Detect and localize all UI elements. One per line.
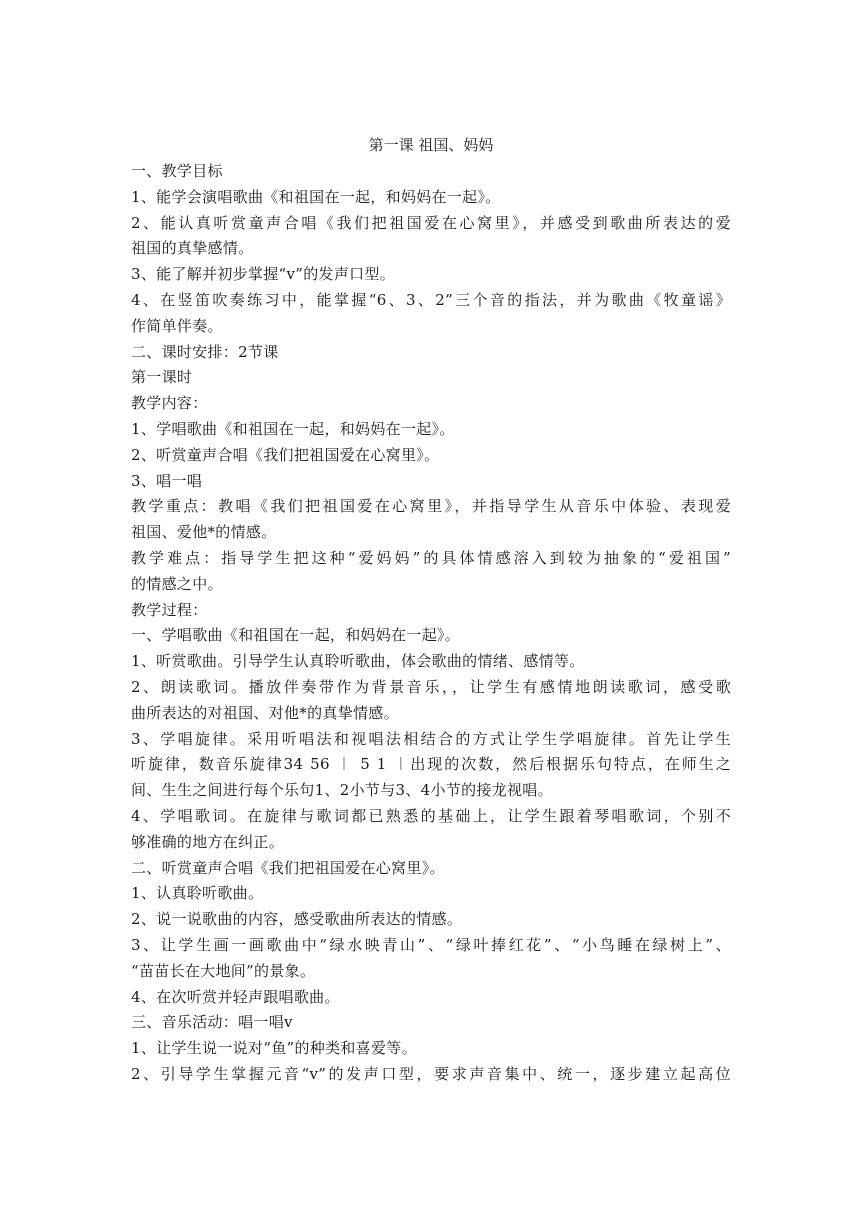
text-line: 2、听赏童声合唱《我们把祖国爱在心窝里》。 xyxy=(131,445,440,464)
text-line: 2、朗读歌词。播放伴奏带作为背景音乐，，让学生有感情地朗读歌词，感受歌 xyxy=(131,677,731,696)
text-line: 3、学唱旋律。采用听唱法和视唱法相结合的方式让学生学唱旋律。首先让学生 xyxy=(131,729,731,748)
text-line: 3、能了解并初步掌握“v”的发声口型。 xyxy=(131,265,396,284)
text-line: 二、课时安排：2节课 xyxy=(131,342,279,361)
text-line: 祖国的真挚感情。 xyxy=(131,239,254,258)
text-line: 教学过程： xyxy=(131,600,208,619)
text-line: 曲所表达的对祖国、对他*的真挚情感。 xyxy=(131,703,399,722)
text-line: 1、能学会演唱歌曲《和祖国在一起，和妈妈在一起》。 xyxy=(131,187,501,206)
text-line: 2、引导学生掌握元音“v”的发声口型，要求声音集中、统一，逐步建立起高位 xyxy=(131,1064,731,1083)
text-line: 教学难点：指导学生把这种“爱妈妈”的具体情感溶入到较为抽象的“爱祖国” xyxy=(131,548,731,567)
text-line: 2、能认真听赏童声合唱《我们把祖国爱在心窝里》，并感受到歌曲所表达的爱 xyxy=(131,213,731,232)
text-line: 4、在竖笛吹奏练习中，能掌握“6、3、2”三个音的指法，并为歌曲《牧童谣》 xyxy=(131,290,731,309)
text-line: 1、认真聆听歌曲。 xyxy=(131,884,264,903)
text-line: 够准确的地方在纠正。 xyxy=(131,832,285,851)
text-line: 祖国、爱他*的情感。 xyxy=(131,523,277,542)
document-body xyxy=(131,134,731,1088)
text-line: 作简单伴奏。 xyxy=(131,316,223,335)
text-line: 间、生生之间进行每个乐句1、2小节与3、4小节的接龙视唱。 xyxy=(131,781,553,800)
text-line: 1、学唱歌曲《和祖国在一起，和妈妈在一起》。 xyxy=(131,419,455,438)
paragraph-lines xyxy=(131,159,731,1088)
text-line: “苗苗长在大地间”的景象。 xyxy=(131,961,316,980)
text-line: 1、让学生说一说对“鱼”的种类和喜爱等。 xyxy=(131,1039,417,1058)
text-line: 第一课时 xyxy=(131,368,193,387)
text-line: 3、唱一唱 xyxy=(131,471,203,490)
text-line: 教学内容： xyxy=(131,394,208,413)
text-line: 3、让学生画一画歌曲中“绿水映青山”、“绿叶捧红花”、“小鸟睡在绿树上”、 xyxy=(131,935,731,954)
text-line: 三、音乐活动：唱一唱v xyxy=(131,1013,293,1032)
text-line: 一、教学目标 xyxy=(131,162,223,180)
text-line: 的情感之中。 xyxy=(131,574,223,593)
text-line: 一、学唱歌曲《和祖国在一起，和妈妈在一起》。 xyxy=(131,626,461,645)
text-line: 听旋律，数音乐旋律34 56 ︱ 5 1 ︱出现的次数，然后根据乐句特点，在师生之 xyxy=(131,755,731,774)
text-line: 教学重点：教唱《我们把祖国爱在心窝里》，并指导学生从音乐中体验、表现爱 xyxy=(131,497,731,516)
text-line: 2、说一说歌曲的内容，感受歌曲所表达的情感。 xyxy=(131,910,463,929)
page-title: 第一课 祖国、妈妈 xyxy=(368,136,494,154)
text-line: 二、听赏童声合唱《我们把祖国爱在心窝里》。 xyxy=(131,858,445,877)
text-line: 4、在次听赏并轻声跟唱歌曲。 xyxy=(131,987,340,1006)
text-line: 1、听赏歌曲。引导学生认真聆听歌曲，体会歌曲的情绪、感情等。 xyxy=(131,652,585,671)
text-line: 4、学唱歌词。在旋律与歌词都已熟悉的基础上，让学生跟着琴唱歌词，个别不 xyxy=(131,806,731,825)
